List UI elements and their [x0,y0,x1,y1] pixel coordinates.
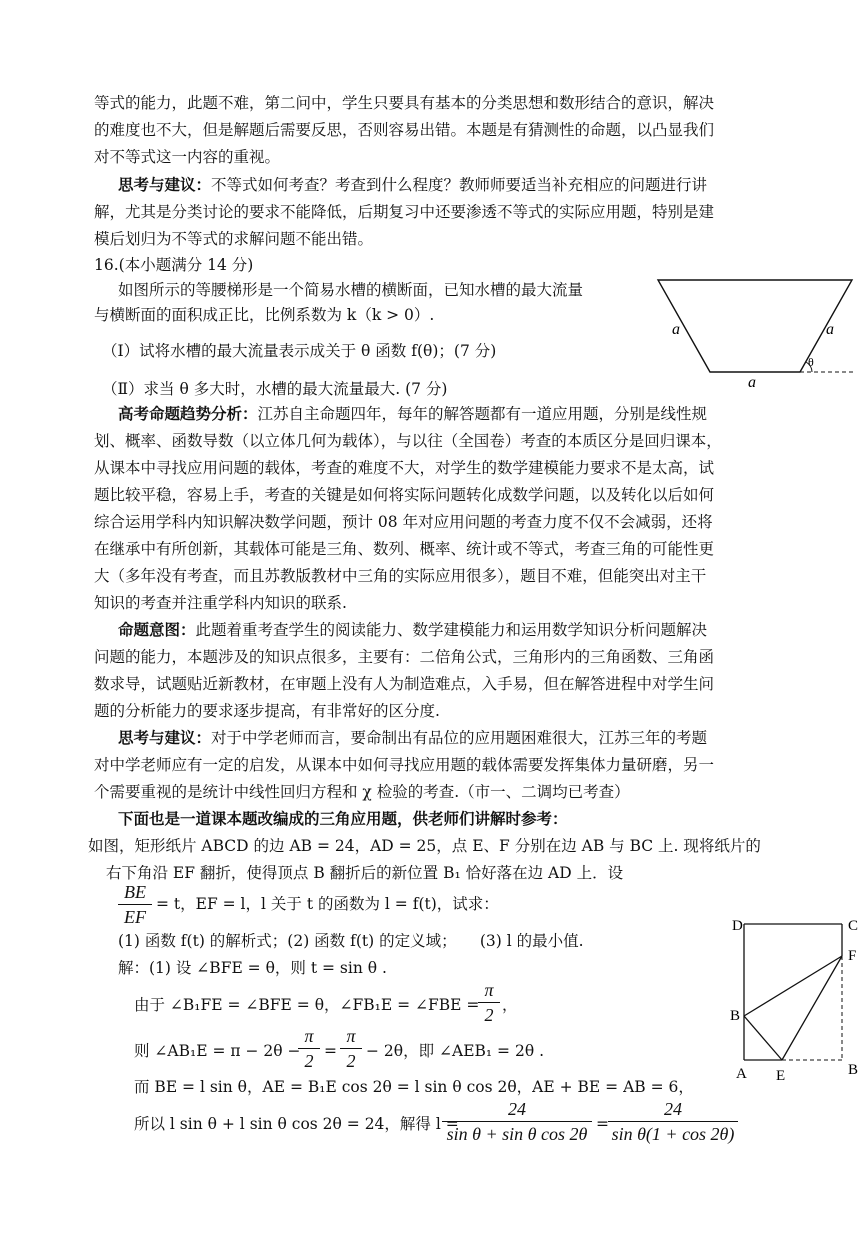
fraction-pi-2 [478,978,500,1027]
text-line: 综合运用学科内知识解决数学问题，预计 08 年对应用问题的考查力度不仅不会减弱，还将 [94,513,713,531]
text-line: 题比较平稳，容易上手，考查的关键是如何将实际问题转化成数学问题，以及转化以后如何 [94,486,715,504]
question-header: 16.(本小题满分 14 分) [94,256,254,274]
text-line [118,727,707,749]
segment-b1f [744,956,842,1016]
text-line: 则 ∠AB₁E = π − 2θ − [134,1042,301,1060]
fraction-denominator: EF [124,907,146,927]
text-line [118,174,707,196]
text-line: − 2θ，即 ∠AEB₁ = 2θ . [366,1042,545,1060]
text-line [118,403,707,425]
label-a: A [736,1066,747,1082]
text-line: 等式的能力，此题不难，第二问中，学生只要具有基本的分类思想和数形结合的意识，解决 [94,94,715,112]
text-line: 对不等式这一内容的重视。 [94,148,281,166]
text-line: = [596,1115,609,1133]
label-a-right: a [826,321,834,338]
text-span: 此题着重考查学生的阅读能力、数学建模能力和运用数学知识分析问题解决 [195,621,708,639]
text-line [118,619,707,641]
fraction-denominator: 2 [346,1051,356,1071]
fraction-solution-2 [608,1097,738,1146]
label-e: E [776,1068,786,1084]
text-line: 划、概率、函数导数（以立体几何为载体），与以往（全国卷）考查的本质区分是回归课本， [94,432,722,450]
text-line: 解：(1) 设 ∠BFE = θ，则 t = sin θ . [118,959,387,977]
fraction-solution-1 [442,1097,592,1146]
fraction-pi-2 [298,1024,320,1073]
text-line: 解，尤其是分类讨论的要求不能降低，后期复习中还要渗透不等式的实际应用题，特别是建 [94,203,715,221]
text-span: 江苏自主命题四年，每年的解答题都有一道应用题，分别是线性规 [257,405,708,423]
text-line: 由于 ∠B₁FE = ∠BFE = θ，∠FB₁E = ∠FBE = [134,996,480,1014]
text-line: 的难度也不大，但是解题后需要反思，否则容易出错。本题是有猜测性的命题，以凸显我们 [94,121,715,139]
section-label: 命题意图： [118,620,196,639]
label-a-left: a [672,321,680,338]
trapezoid-figure [650,276,860,391]
text-span: 对于中学老师而言，要命制出有品位的应用题困难很大，江苏三年的考题 [211,729,708,747]
fold-line-ef [782,956,842,1060]
section-heading: 下面也是一道课本题改编成的三角应用题，供老师们讲解时参考： [118,809,568,828]
label-theta: θ [808,355,814,369]
text-line: ， [502,996,518,1014]
label-f: F [848,948,857,964]
fraction-denominator: 2 [304,1051,314,1071]
fraction-numerator: π [478,978,500,1003]
text-line: 模后划归为不等式的求解问题不能出错。 [94,230,374,248]
text-line: 所以 l sin θ + l sin θ cos 2θ = 24，解得 l = [134,1115,459,1133]
section-label: 思考与建议： [118,175,212,194]
text-line: 而 BE = l sin θ，AE = B₁E cos 2θ = l sin θ cos 2θ，AE + BE = AB = 6， [134,1078,694,1096]
text-line: = t，EF = l，l 关于 t 的函数为 l = f(t)，试求： [156,895,499,913]
fraction-numerator: 24 [442,1097,592,1122]
label-c: C [848,918,859,934]
text-line: 知识的考查并注重学科内知识的联系. [94,594,347,612]
label-d: D [732,918,743,934]
label-b: B [848,1062,859,1078]
text-line: 个需要重视的是统计中线性回归方程和 χ 检验的考查.（市一、二调均已考查） [94,783,630,801]
text-line: 在继承中有所创新，其载体可能是三角、数列、概率、统计或不等式，考查三角的可能性更 [94,540,715,558]
question-part: （Ⅱ）求当 θ 多大时，水槽的最大流量最大. (7 分) [102,380,448,398]
text-line: 从课本中寻找应用问题的载体，考查的难度不大，对学生的数学建模能力要求不是太高，试 [94,459,715,477]
text-line: 问题的能力，本题涉及的知识点很多，主要有：二倍角公式，三角形内的三角函数、三角函 [94,648,715,666]
fraction-pi-2 [340,1024,362,1073]
fraction-numerator: π [298,1024,320,1049]
text-line: (1) 函数 f(t) 的解析式；(2) 函数 f(t) 的定义域； (3) l 的最小值. [118,932,584,950]
trapezoid-shape [658,280,852,372]
label-b1: B [730,1008,741,1024]
text-line: 右下角沿 EF 翻折，使得顶点 B 翻折后的新位置 B₁ 恰好落在边 AD 上．设 [106,864,624,882]
label-a-bottom: a [748,374,756,391]
text-line: 与横断面的面积成正比，比例系数为 k（k > 0）. [94,306,435,324]
text-line: = [324,1042,337,1060]
section-label: 思考与建议： [118,728,212,747]
segment-b1e [744,1016,782,1060]
text-span: 不等式如何考查？考查到什么程度？教师师要适当补充相应的问题进行讲 [211,176,708,194]
fraction-denominator: 2 [484,1005,494,1025]
fraction-numerator: BE [118,880,152,905]
fraction-numerator: 24 [608,1097,738,1122]
section-label: 高考命题趋势分析： [118,404,258,423]
fraction-denominator: sin θ(1 + cos 2θ) [611,1124,735,1144]
fraction-be-ef [118,880,152,929]
text-line: 对中学老师应有一定的启发，从课本中如何寻找应用题的载体需要发挥集体力量研磨，另一 [94,756,715,774]
fraction-denominator: sin θ + sin θ cos 2θ [446,1124,588,1144]
fraction-numerator: π [340,1024,362,1049]
text-line: 题的分析能力的要求逐步提高，有非常好的区分度. [94,702,440,720]
text-line: 如图，矩形纸片 ABCD 的边 AB = 24，AD = 25，点 E、F 分别在边 AB 与 BC 上. 现将纸片的 [88,837,761,855]
question-part: （Ⅰ）试将水槽的最大流量表示成关于 θ 函数 f(θ)；(7 分) [102,342,497,360]
text-line: 大（多年没有考查，而且苏教版教材中三角的实际应用很多），题目不难，但能突出对主干 [94,567,707,585]
folding-figure [730,916,860,1086]
text-line: 如图所示的等腰梯形是一个简易水槽的横断面，已知水槽的最大流量 [118,281,584,299]
text-line: 数求导，试题贴近新教材，在审题上没有人为制造难点，入手易，但在解答进程中对学生问 [94,675,715,693]
